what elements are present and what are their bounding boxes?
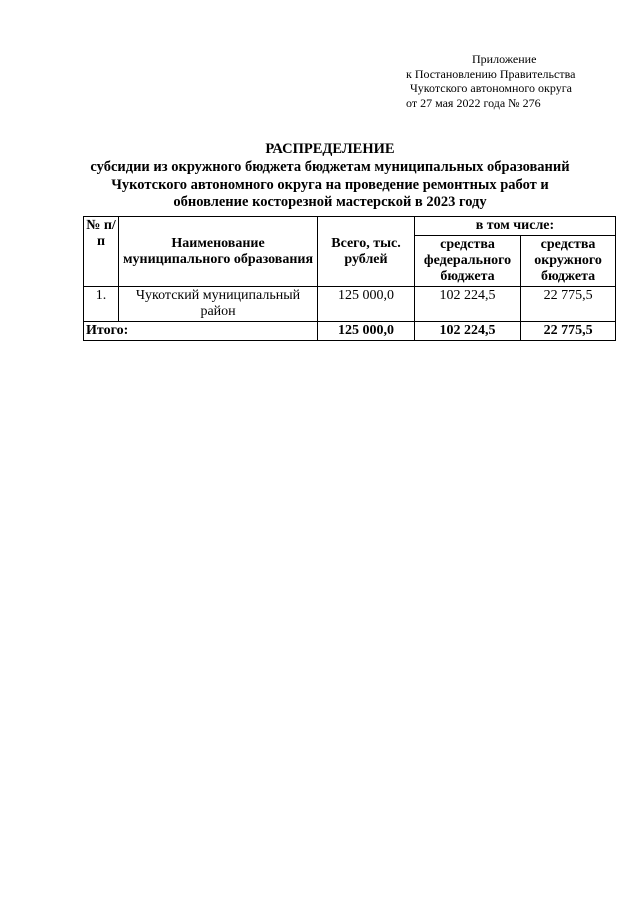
total-federal: 102 224,5 bbox=[414, 322, 520, 341]
header-total: Всего, тыс. рублей bbox=[318, 217, 415, 287]
title-subtitle-line: Чукотского автономного округа на проведение ремонтных работ и bbox=[111, 176, 549, 193]
header-federal: средства федерального бюджета bbox=[414, 236, 520, 287]
title-subtitle-line: обновление косторезной мастерской в 2023 году bbox=[173, 194, 487, 211]
title-subtitle-line: субсидии из окружного бюджета бюджетам муниципальных образований bbox=[90, 158, 570, 175]
cell-federal: 102 224,5 bbox=[414, 287, 520, 322]
total-label: Итого: bbox=[84, 322, 318, 341]
total-sum: 125 000,0 bbox=[318, 322, 415, 341]
appendix-line: Чукотского автономного округа bbox=[410, 81, 572, 95]
table-total-row bbox=[84, 322, 616, 341]
header-name: Наименование муниципального образования bbox=[119, 217, 318, 287]
header-num: № п/п bbox=[84, 217, 119, 287]
document-title bbox=[60, 141, 600, 212]
appendix-reference bbox=[406, 52, 616, 110]
cell-regional: 22 775,5 bbox=[521, 287, 616, 322]
total-regional: 22 775,5 bbox=[521, 322, 616, 341]
table-row bbox=[84, 287, 616, 322]
table-header-row bbox=[84, 217, 616, 236]
header-regional: средства окружного бюджета bbox=[521, 236, 616, 287]
title-heading: РАСПРЕДЕЛЕНИЕ bbox=[265, 141, 395, 157]
cell-name: Чукотский муниципальный район bbox=[119, 287, 318, 322]
appendix-line: Приложение bbox=[472, 52, 537, 66]
cell-total: 125 000,0 bbox=[318, 287, 415, 322]
cell-num: 1. bbox=[84, 287, 119, 322]
appendix-line: к Постановлению Правительства bbox=[406, 66, 576, 81]
appendix-line: от 27 мая 2022 года № 276 bbox=[406, 95, 541, 110]
header-including: в том числе: bbox=[414, 217, 615, 236]
distribution-table bbox=[83, 216, 616, 341]
